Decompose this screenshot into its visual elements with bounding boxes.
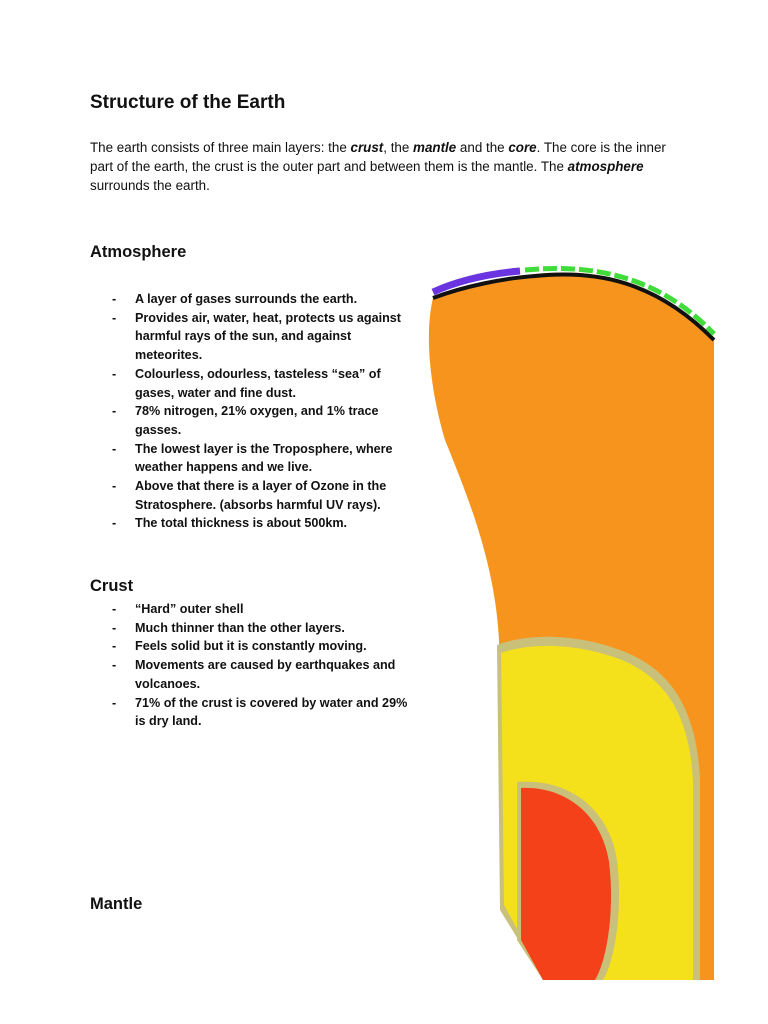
list-item: - Above that there is a layer of Ozone in the Stratosphere. (absorbs harmful UV rays). [90, 477, 410, 514]
term-mantle: mantle [413, 140, 457, 155]
term-crust: crust [350, 140, 384, 155]
list-item: - 78% nitrogen, 21% oxygen, and 1% trace gasses. [90, 402, 410, 439]
atmosphere-bullet-list [90, 290, 410, 533]
term-core: core [508, 140, 537, 155]
intro-paragraph [90, 138, 680, 195]
list-item: - “Hard” outer shell [90, 600, 410, 619]
heading-crust: Crust [90, 577, 134, 595]
list-item: - A layer of gases surrounds the earth. [90, 290, 410, 309]
intro-text: , the [383, 140, 414, 155]
intro-text: . The core is the inner part of the earth, the crust is the outer part and between them is the mantle. The [90, 140, 666, 174]
list-item: - The lowest layer is the Troposphere, where weather happens and we live. [90, 440, 410, 477]
crust-bullet-list [90, 600, 410, 731]
intro-text: surrounds the earth. [90, 178, 210, 193]
heading-atmosphere: Atmosphere [90, 243, 187, 261]
list-item: - Much thinner than the other layers. [90, 619, 410, 638]
intro-text: and the [456, 140, 509, 155]
intro-text: The earth consists of three main layers: the [90, 140, 351, 155]
earth-cross-section-illustration [425, 260, 720, 985]
list-item: - Movements are caused by earthquakes and volcanoes. [90, 656, 410, 693]
heading-mantle: Mantle [90, 895, 143, 913]
list-item: - 71% of the crust is covered by water and 29% is dry land. [90, 694, 410, 731]
list-item: - The total thickness is about 500km. [90, 514, 410, 533]
list-item: - Colourless, odourless, tasteless “sea” of gases, water and fine dust. [90, 365, 410, 402]
list-item: - Feels solid but it is constantly moving. [90, 637, 410, 656]
list-item: - Provides air, water, heat, protects us against harmful rays of the sun, and against meteorites. [90, 309, 410, 365]
page-title: Structure of the Earth [90, 92, 286, 113]
term-atmosphere: atmosphere [567, 159, 644, 174]
